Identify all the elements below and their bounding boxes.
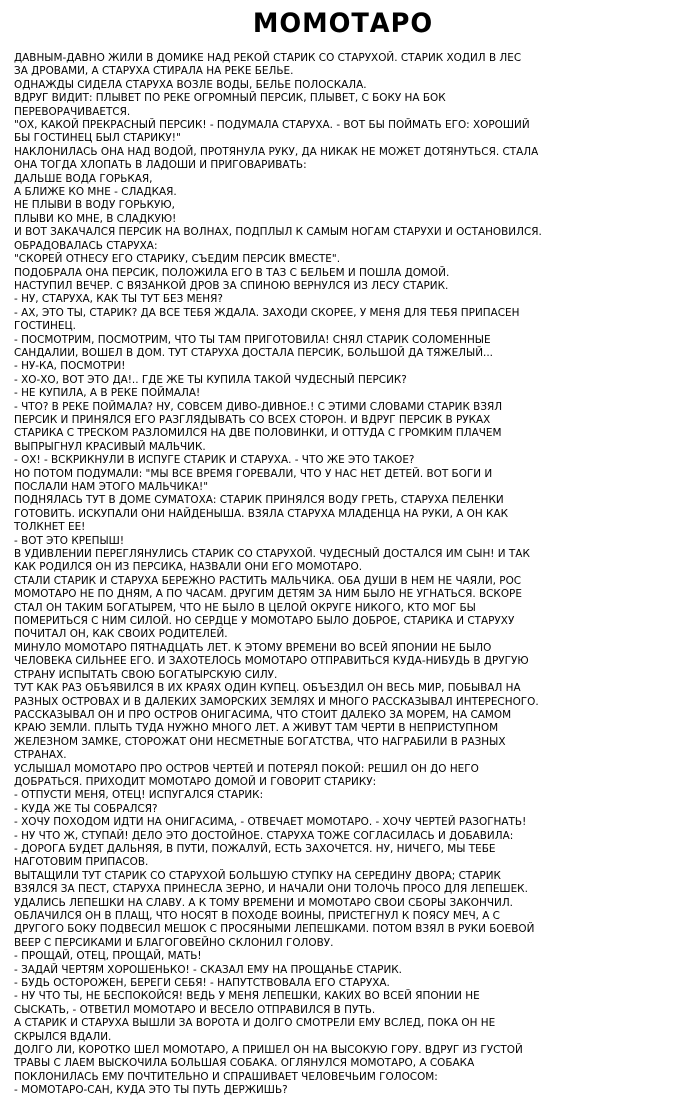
story-line: ПОДНЯЛАСЬ ТУТ В ДОМЕ СУМАТОХА: СТАРИК ПРИНЯЛСЯ ВОДУ ГРЕТЬ, СТАРУХА ПЕЛЕНКИ	[14, 494, 504, 507]
story-line: СТАРИКА С ТРЕСКОМ РАЗЛОМИЛСЯ НА ДВЕ ПОЛОВИНКИ, И ОТТУДА С ГРОМКИМ ПЛАЧЕМ	[14, 427, 502, 440]
story-line: УСЛЫШАЛ МОМОТАРО ПРО ОСТРОВ ЧЕРТЕЙ И ПОТЕРЯЛ ПОКОЙ: РЕШИЛ ОН ДО НЕГО	[14, 762, 479, 775]
story-line: ВЕЕР С ПЕРСИКАМИ И БЛАГОГОВЕЙНО СКЛОНИЛ ГОЛОВУ.	[14, 936, 334, 949]
story-line: ТОЛКНЕТ ЕЕ!	[14, 521, 86, 534]
story-line: - АХ, ЭТО ТЫ, СТАРИК? ДА ВСЕ ТЕБЯ ЖДАЛА. ЗАХОДИ СКОРЕЕ, У МЕНЯ ДЛЯ ТЕБЯ ПРИПАСЕН	[14, 306, 520, 319]
story-line: - ХО-ХО, ВОТ ЭТО ДА!.. ГДЕ ЖЕ ТЫ КУПИЛА ТАКОЙ ЧУДЕСНЫЙ ПЕРСИК?	[14, 373, 407, 386]
story-line: СКРЫЛСЯ ВДАЛИ.	[14, 1030, 112, 1043]
story-line: ГОСТИНЕЦ.	[14, 320, 76, 333]
story-line: ПОКЛОНИЛАСЬ ЕМУ ПОЧТИТЕЛЬНО И СПРАШИВАЕТ ЧЕЛОВЕЧЬИМ ГОЛОСОМ:	[14, 1070, 438, 1083]
story-line: - ПРОЩАЙ, ОТЕЦ, ПРОЩАЙ, МАТЬ!	[14, 950, 202, 963]
story-line: - НУ ЧТО ТЫ, НЕ БЕСПОКОЙСЯ! ВЕДЬ У МЕНЯ ЛЕПЕШКИ, КАКИХ ВО ВСЕЙ ЯПОНИИ НЕ	[14, 990, 480, 1003]
story-line: ПЕРЕВОРАЧИВАЕТСЯ.	[14, 105, 131, 118]
story-line: ВЫПРЫГНУЛ КРАСИВЫЙ МАЛЬЧИК.	[14, 440, 206, 453]
story-line: ОДНАЖДЫ СИДЕЛА СТАРУХА ВОЗЛЕ ВОДЫ, БЕЛЬЕ ПОЛОСКАЛА.	[14, 78, 367, 91]
story-line: ПОСЛАЛИ НАМ ЭТОГО МАЛЬЧИКА!"	[14, 481, 209, 493]
story-line: ВЗЯЛСЯ ЗА ПЕСТ, СТАРУХА ПРИНЕСЛА ЗЕРНО, И НАЧАЛИ ОНИ ТОЛОЧЬ ПРОСО ДЛЯ ЛЕПЕШЕК.	[14, 883, 528, 896]
story-line: "ОХ, КАКОЙ ПРЕКРАСНЫЙ ПЕРСИК! - ПОДУМАЛА СТАРУХА. - ВОТ БЫ ПОЙМАТЬ ЕГО: ХОРОШИЙ	[14, 119, 530, 132]
story-line: ДАЛЬШЕ ВОДА ГОРЬКАЯ,	[14, 172, 153, 185]
story-line: НАКЛОНИЛАСЬ ОНА НАД ВОДОЙ, ПРОТЯНУЛА РУКУ, ДА НИКАК НЕ МОЖЕТ ДОТЯНУТЬСЯ. СТАЛА	[14, 145, 539, 158]
story-line: УДАЛИСЬ ЛЕПЕШКИ НА СЛАВУ. А К ТОМУ ВРЕМЕНИ И МОМОТАРО СВОИ СБОРЫ ЗАКОНЧИЛ.	[14, 896, 513, 909]
story-line: СТАЛИ СТАРИК И СТАРУХА БЕРЕЖНО РАСТИТЬ МАЛЬЧИКА. ОБА ДУШИ В НЕМ НЕ ЧАЯЛИ, РОС	[14, 574, 522, 587]
story-line: - НУ ЧТО Ж, СТУПАЙ! ДЕЛО ЭТО ДОСТОЙНОЕ. СТАРУХА ТОЖЕ СОГЛАСИЛАСЬ И ДОБАВИЛА:	[14, 829, 514, 842]
story-line: - КУДА ЖЕ ТЫ СОБРАЛСЯ?	[14, 802, 158, 815]
story-line: - ЗАДАЙ ЧЕРТЯМ ХОРОШЕНЬКО! - СКАЗАЛ ЕМУ НА ПРОЩАНЬЕ СТАРИК.	[14, 963, 402, 976]
story-line: - НУ, СТАРУХА, КАК ТЫ ТУТ БЕЗ МЕНЯ?	[14, 293, 223, 306]
story-line: СТРАНУ ИСПЫТАТЬ СВОЮ БОГАТЫРСКУЮ СИЛУ.	[14, 668, 278, 681]
story-line: СТАЛ ОН ТАКИМ БОГАТЫРЕМ, ЧТО НЕ БЫЛО В ЦЕЛОЙ ОКРУГЕ НИКОГО, КТО МОГ БЫ	[14, 601, 476, 614]
story-line: - ДОРОГА БУДЕТ ДАЛЬНЯЯ, В ПУТИ, ПОЖАЛУЙ, ЕСТЬ ЗАХОЧЕТСЯ. НУ, НИЧЕГО, МЫ ТЕБЕ	[14, 842, 496, 855]
story-line: ДАВНЫМ-ДАВНО ЖИЛИ В ДОМИКЕ НАД РЕКОЙ СТАРИК СО СТАРУХОЙ. СТАРИК ХОДИЛ В ЛЕС	[14, 52, 522, 64]
story-line: ГОТОВИТЬ. ИСКУПАЛИ ОНИ НАЙДЕНЫША. ВЗЯЛА СТАРУХА МЛАДЕНЦА НА РУКИ, А ОН КАК	[14, 507, 508, 520]
story-line: НАГОТОВИМ ПРИПАСОВ.	[14, 856, 149, 869]
story-line: БЫ ГОСТИНЕЦ БЫЛ СТАРИКУ!"	[14, 132, 181, 145]
story-line: ТУТ КАК РАЗ ОБЪЯВИЛСЯ В ИХ КРАЯХ ОДИН КУПЕЦ. ОБЪЕЗДИЛ ОН ВЕСЬ МИР, ПОБЫВАЛ НА	[14, 682, 521, 695]
story-line: ЖЕЛЕЗНОМ ЗАМКЕ, СТОРОЖАТ ОНИ НЕСМЕТНЫЕ БОГАТСТВА, ЧТО НАГРАБИЛИ В РАЗНЫХ	[14, 735, 506, 748]
story-line: РАЗНЫХ ОСТРОВАХ И В ДАЛЕКИХ ЗАМОРСКИХ ЗЕМЛЯХ И МНОГО РАССКАЗЫВАЛ ИНТЕРЕСНОГО.	[14, 695, 539, 708]
story-line: - НУ-КА, ПОСМОТРИ!	[14, 360, 126, 373]
story-line: ВДРУГ ВИДИТ: ПЛЫВЕТ ПО РЕКЕ ОГРОМНЫЙ ПЕРСИК, ПЛЫВЕТ, С БОКУ НА БОК	[14, 92, 446, 105]
story-line: ТРАВЫ С ЛАЕМ ВЫСКОЧИЛА БОЛЬШАЯ СОБАКА. ОГЛЯНУЛСЯ МОМОТАРО, А СОБАКА	[14, 1057, 475, 1070]
story-line: МОМОТАРО НЕ ПО ДНЯМ, А ПО ЧАСАМ. ДРУГИМ ДЕТЯМ ЗА НИМ БЫЛО НЕ УГНАТЬСЯ. ВСКОРЕ	[14, 588, 522, 601]
story-title: МОМОТАРО	[252, 8, 434, 39]
story-line: ОБЛАЧИЛСЯ ОН В ПЛАЩ, ЧТО НОСЯТ В ПОХОДЕ ВОИНЫ, ПРИСТЕГНУЛ К ПОЯСУ МЕЧ, А С	[14, 910, 500, 922]
story-line: - ЧТО? В РЕКЕ ПОЙМАЛА? НУ, СОВСЕМ ДИВО-ДИВНОЕ.! С ЭТИМИ СЛОВАМИ СТАРИК ВЗЯЛ	[14, 400, 503, 413]
story-line: И ВОТ ЗАКАЧАЛСЯ ПЕРСИК НА ВОЛНАХ, ПОДПЛЫЛ К САМЫМ НОГАМ СТАРУХИ И ОСТАНОВИЛСЯ.	[14, 226, 542, 239]
story-line: ДРУГОГО БОКУ ПОДВЕСИЛ МЕШОК С ПРОСЯНЫМИ ЛЕПЕШКАМИ. ПОТОМ ВЗЯЛ В РУКИ БОЕВОЙ	[14, 923, 535, 936]
story-line: ВЫТАЩИЛИ ТУТ СТАРИК СО СТАРУХОЙ БОЛЬШУЮ СТУПКУ НА СЕРЕДИНУ ДВОРА; СТАРИК	[14, 869, 501, 882]
story-line: - ОТПУСТИ МЕНЯ, ОТЕЦ! ИСПУГАЛСЯ СТАРИК:	[14, 789, 264, 802]
story-line: - НЕ КУПИЛА, А В РЕКЕ ПОЙМАЛА!	[14, 387, 201, 400]
story-line: В УДИВЛЕНИИ ПЕРЕГЛЯНУЛИСЬ СТАРИК СО СТАРУХОЙ. ЧУДЕСНЫЙ ДОСТАЛСЯ ИМ СЫН! И ТАК	[14, 548, 530, 561]
story-line: ПОДОБРАЛА ОНА ПЕРСИК, ПОЛОЖИЛА ЕГО В ТАЗ С БЕЛЬЕМ И ПОШЛА ДОМОЙ.	[14, 266, 450, 279]
story-line: РАССКАЗЫВАЛ ОН И ПРО ОСТРОВ ОНИГАСИМА, ЧТО СТОИТ ДАЛЕКО ЗА МОРЕМ, НА САМОМ	[14, 708, 512, 721]
story-line: - МОМОТАРО-САН, КУДА ЭТО ТЫ ПУТЬ ДЕРЖИШЬ?	[14, 1084, 288, 1097]
story-line: А СТАРИК И СТАРУХА ВЫШЛИ ЗА ВОРОТА И ДОЛГО СМОТРЕЛИ ЕМУ ВСЛЕД, ПОКА ОН НЕ	[14, 1017, 496, 1030]
story-line: - ПОСМОТРИМ, ПОСМОТРИМ, ЧТО ТЫ ТАМ ПРИГОТОВИЛА! СНЯЛ СТАРИК СОЛОМЕННЫЕ	[14, 333, 491, 346]
story-line: ЧЕЛОВЕКА СИЛЬНЕЕ ЕГО. И ЗАХОТЕЛОСЬ МОМОТАРО ОТПРАВИТЬСЯ КУДА-НИБУДЬ В ДРУГУЮ	[14, 655, 529, 668]
story-body	[14, 52, 672, 1098]
story-line: МИНУЛО МОМОТАРО ПЯТНАДЦАТЬ ЛЕТ. К ЭТОМУ ВРЕМЕНИ ВО ВСЕЙ ЯПОНИИ НЕ БЫЛО	[14, 641, 492, 654]
story-line: НО ПОТОМ ПОДУМАЛИ: "МЫ ВСЕ ВРЕМЯ ГОРЕВАЛИ, ЧТО У НАС НЕТ ДЕТЕЙ. ВОТ БОГИ И	[14, 467, 493, 480]
story-line: - ОХ! - ВСКРИКНУЛИ В ИСПУГЕ СТАРИК И СТАРУХА. - ЧТО ЖЕ ЭТО ТАКОЕ?	[14, 454, 415, 467]
story-line: КРАЮ ЗЕМЛИ. ПЛЫТЬ ТУДА НУЖНО МНОГО ЛЕТ. А ЖИВУТ ТАМ ЧЕРТИ В НЕПРИСТУПНОМ	[14, 722, 499, 735]
story-line: ДОЛГО ЛИ, КОРОТКО ШЕЛ МОМОТАРО, А ПРИШЕЛ ОН НА ВЫСОКУЮ ГОРУ. ВДРУГ ИЗ ГУСТОЙ	[14, 1044, 523, 1057]
story-line: КАК РОДИЛСЯ ОН ИЗ ПЕРСИКА, НАЗВАЛИ ОНИ ЕГО МОМОТАРО.	[14, 561, 363, 574]
story-line: - ХОЧУ ПОХОДОМ ИДТИ НА ОНИГАСИМА, - ОТВЕЧАЕТ МОМОТАРО. - ХОЧУ ЧЕРТЕЙ РАЗОГНАТЬ!	[14, 816, 527, 829]
story-line: ОНА ТОГДА ХЛОПАТЬ В ЛАДОШИ И ПРИГОВАРИВАТЬ:	[14, 159, 307, 172]
story-line: СТРАНАХ.	[14, 749, 67, 762]
story-line: СЫСКАТЬ, - ОТВЕТИЛ МОМОТАРО И ВЕСЕЛО ОТПРАВИЛСЯ В ПУТЬ.	[14, 1003, 376, 1016]
story-line: ПОМЕРИТЬСЯ С НИМ СИЛОЙ. НО СЕРДЦЕ У МОМОТАРО БЫЛО ДОБРОЕ, СТАРИКА И СТАРУХУ	[14, 615, 515, 628]
story-line: ПЕРСИК И ПРИНЯЛСЯ ЕГО РАЗГЛЯДЫВАТЬ СО ВСЕХ СТОРОН. И ВДРУГ ПЕРСИК В РУКАХ	[14, 413, 491, 426]
story-line: САНДАЛИИ, ВОШЕЛ В ДОМ. ТУТ СТАРУХА ДОСТАЛА ПЕРСИК, БОЛЬШОЙ ДА ТЯЖЕЛЫЙ...	[14, 346, 493, 359]
story-line: А БЛИЖЕ КО МНЕ - СЛАДКАЯ.	[14, 186, 177, 199]
story-line: ДОБРАТЬСЯ. ПРИХОДИТ МОМОТАРО ДОМОЙ И ГОВОРИТ СТАРИКУ:	[14, 775, 377, 788]
story-line: НАСТУПИЛ ВЕЧЕР. С ВЯЗАНКОЙ ДРОВ ЗА СПИНОЮ ВЕРНУЛСЯ ИЗ ЛЕСУ СТАРИК.	[14, 279, 449, 292]
story-line: ОБРАДОВАЛАСЬ СТАРУХА:	[14, 239, 158, 252]
story-line: ПОЧИТАЛ ОН, КАК СВОИХ РОДИТЕЛЕЙ.	[14, 628, 228, 641]
story-line: "СКОРЕЙ ОТНЕСУ ЕГО СТАРИКУ, СЪЕДИМ ПЕРСИК ВМЕСТЕ".	[14, 253, 341, 266]
story-line: ЗА ДРОВАМИ, А СТАРУХА СТИРАЛА НА РЕКЕ БЕЛЬЕ.	[14, 65, 294, 78]
story-line: - ВОТ ЭТО КРЕПЫШ!	[14, 534, 125, 547]
story-line: НЕ ПЛЫВИ В ВОДУ ГОРЬКУЮ,	[14, 199, 176, 212]
story-line: - БУДЬ ОСТОРОЖЕН, БЕРЕГИ СЕБЯ! - НАПУТСТВОВАЛА ЕГО СТАРУХА.	[14, 977, 390, 990]
story-line: ПЛЫВИ КО МНЕ, В СЛАДКУЮ!	[14, 212, 177, 225]
